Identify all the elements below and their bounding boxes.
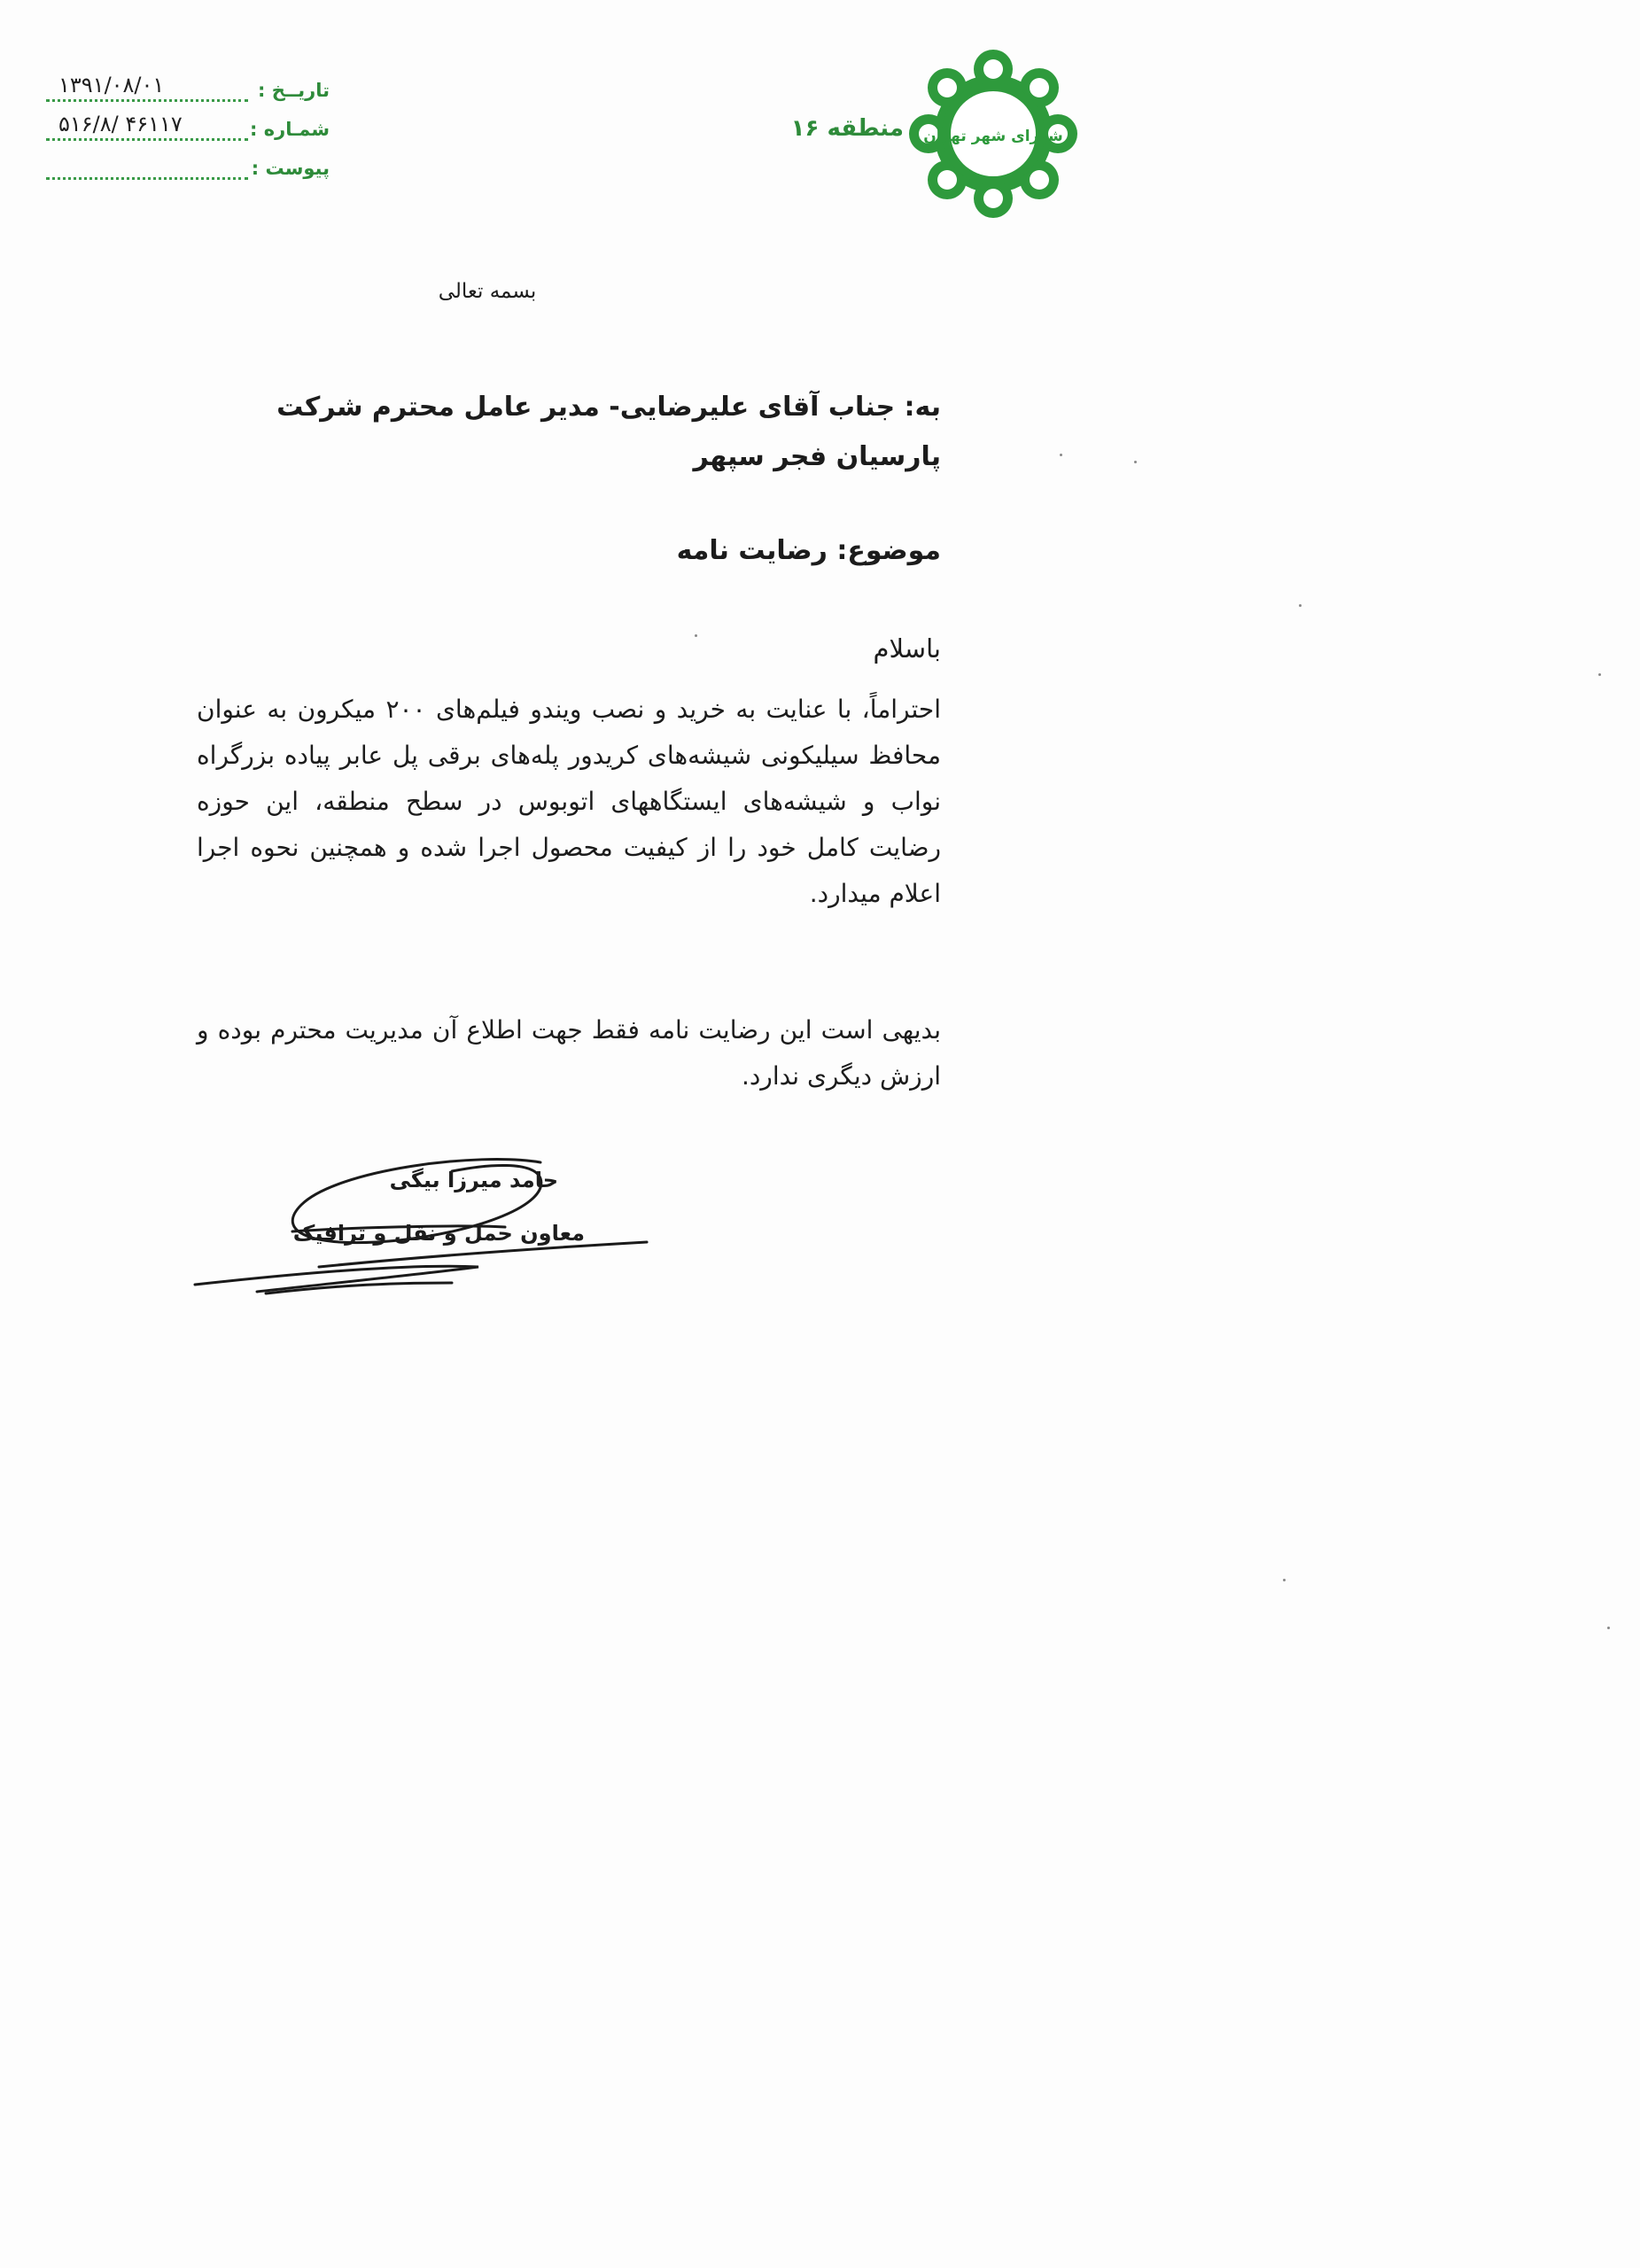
scan-speck — [1283, 1579, 1286, 1581]
date-label: تاریــخ : — [258, 80, 330, 101]
scan-speck — [1134, 461, 1137, 463]
number-dotted-line — [46, 138, 248, 141]
attachment-dotted-line — [46, 177, 248, 180]
date-dotted-line — [46, 99, 248, 102]
scan-speck — [1598, 673, 1601, 676]
emblem-icon — [909, 50, 1077, 218]
council-emblem-logo — [909, 50, 1077, 218]
letter-meta — [46, 73, 330, 190]
body-paragraph: احتراماً، با عنایت به خرید و نصب ویندو فیلم‌های ۲۰۰ میکرون به عنوان محافظ سیلیکونی شیشه‌های کریدور پله‌های برقی پل عابر پیاده بزرگراه نواب و شیشه‌های ایستگاههای اتوبوس در سطح منطقه، این حوزه رضایت کامل خود را از کیفیت محصول اجرا شده و همچنین نحوه اجرا اعلام میدارد. — [197, 695, 941, 908]
date-row — [46, 73, 330, 112]
number-row — [46, 112, 330, 151]
addressee-line: به: جناب آقای علیرضایی- مدیر عامل محترم شرکت پارسیان فجر سپهر — [276, 392, 941, 472]
number-value: ۵۱۶/۸/ ۴۶۱۱۷ — [58, 112, 183, 136]
bismillah-heading: بسمه تعالی — [438, 280, 537, 303]
scan-speck — [695, 634, 697, 637]
number-label: شمـاره : — [250, 119, 330, 140]
signatory-title: معاون حمل و نقل و ترافیک — [292, 1221, 585, 1246]
attachment-label: پیوست : — [251, 158, 330, 179]
scan-speck — [1607, 1627, 1610, 1629]
scan-speck — [1060, 454, 1062, 456]
date-value: ۱۳۹۱/۰۸/۰۱ — [58, 73, 165, 97]
attachment-row — [46, 151, 330, 190]
region-label: منطقه ۱۶ — [790, 115, 904, 142]
signatory-name: حامد میرزا بیگی — [389, 1168, 558, 1192]
emblem-text: شورای شهر تهران — [923, 128, 1063, 145]
scan-speck — [1299, 604, 1302, 607]
closing-paragraph: بدیهی است این رضایت نامه فقط جهت اطلاع آن مدیریت محترم بوده و ارزش دیگری ندارد. — [197, 1015, 941, 1091]
subject-line: موضوع: رضایت نامه — [676, 535, 941, 566]
greeting: باسلام — [873, 633, 941, 664]
